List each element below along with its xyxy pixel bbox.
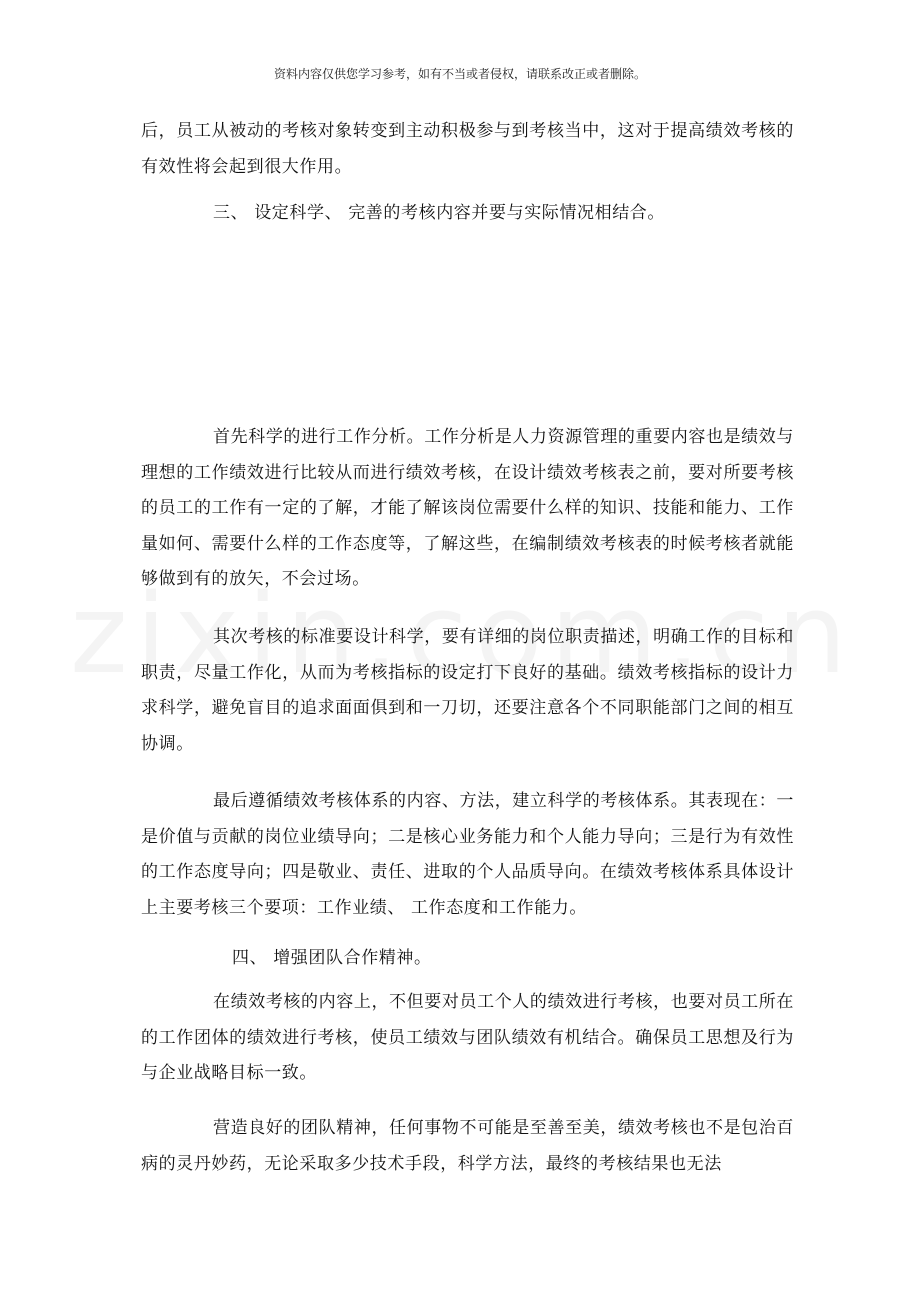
paragraph-team-assessment: 在绩效考核的内容上，不但要对员工个人的绩效进行考核，也要对员工所在的工作团体的绩效进行考核，使员工绩效与团队绩效有机结合。确保员工思想及行为与企业战略目标一致。 xyxy=(141,992,794,1084)
paragraph-job-analysis: 首先科学的进行工作分析。工作分析是人力资源管理的重要内容也是绩效与理想的工作绩效进行比较从而进行绩效考核，在设计绩效考核表之前，要对所要考核的员工的工作有一定的了解，才能了解该岗位需要什么样的知识、技能和能力、工作量如何、需要什么样的工作态度等，了解这些，在编制绩效考核表的时候考核者就能够做到有的放矢，不会过场。 xyxy=(141,427,794,590)
section-heading-4: 四、 增强团队合作精神。 xyxy=(232,948,432,968)
paragraph-continuation: 后，员工从被动的考核对象转变到主动积极参与到考核当中，这对于提高绩效考核的有效性将会起到很大作用。 xyxy=(141,121,794,177)
section-heading-3: 三、 设定科学、 完善的考核内容并要与实际情况相结合。 xyxy=(213,203,666,223)
header-disclaimer: 资料内容仅供您学习参考，如有不当或者侵权，请联系改正或者删除。 xyxy=(273,67,646,81)
paragraph-team-spirit: 营造良好的团队精神，任何事物不可能是至善至美，绩效考核也不是包治百病的灵丹妙药，无论采取多少技术手段，科学方法，最终的考核结果也无法 xyxy=(141,1118,794,1174)
paragraph-assessment-system: 最后遵循绩效考核体系的内容、方法，建立科学的考核体系。其表现在：一是价值与贡献的岗位业绩导向；二是核心业务能力和个人能力导向；三是行为有效性的工作态度导向；四是敬业、责任、进取的个人品质导向。在绩效考核体系具体设计上主要考核三个要项：工作业绩、 工作态度和工作能力。 xyxy=(141,791,794,918)
paragraph-assessment-standards: 其次考核的标准要设计科学，要有详细的岗位职责描述，明确工作的目标和职责，尽量工作化，从而为考核指标的设定打下良好的基础。绩效考核指标的设计力求科学，避免盲目的追求面面俱到和一刀切，还要注意各个不同职能部门之间的相互协调。 xyxy=(141,627,794,754)
